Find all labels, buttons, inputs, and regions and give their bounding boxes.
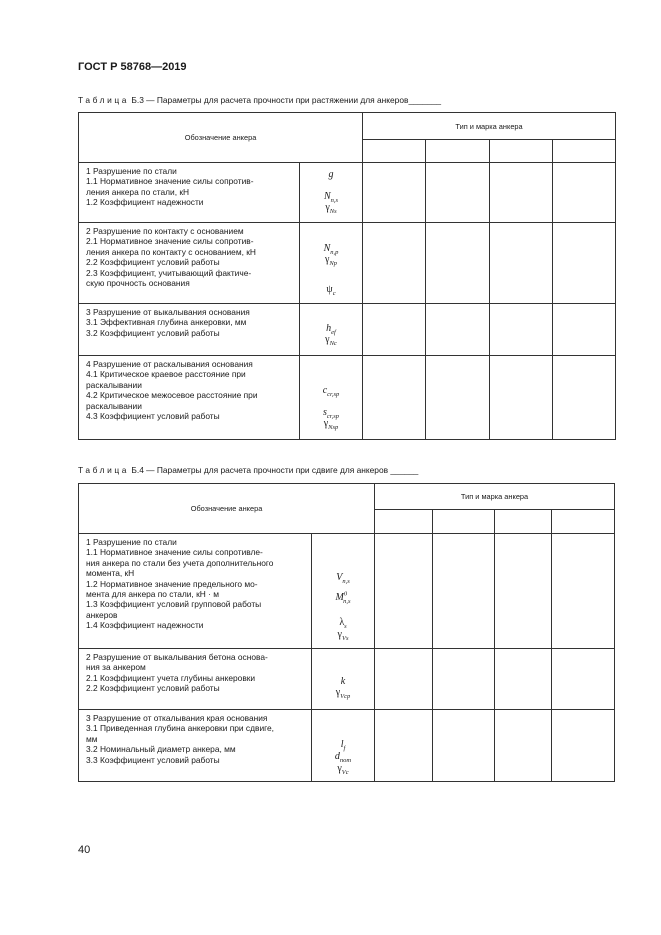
- description-line: раскалывании: [86, 379, 142, 390]
- description-line: 2 Разрушение по контакту с основанием: [86, 226, 244, 236]
- value-cell: [375, 649, 433, 710]
- value-cell: [363, 163, 426, 223]
- table-b3-header-blank: [490, 140, 553, 163]
- page-number: 40: [78, 844, 91, 856]
- value-cell: [426, 163, 490, 223]
- parameter-symbol: [312, 572, 374, 583]
- parameter-symbol: [300, 284, 362, 295]
- description-line: 1.1 Нормативное значение силы сопротив-: [86, 176, 254, 187]
- symbol-base: g: [328, 169, 334, 180]
- value-cell: [553, 356, 616, 440]
- table-b4-caption-word: Таблица: [78, 465, 130, 475]
- document-header: ГОСТ Р 58768—2019: [78, 61, 187, 73]
- symbol-subscript: Vcp: [340, 693, 351, 700]
- table-b3-header-blank: [363, 140, 426, 163]
- parameter-symbol: [312, 687, 374, 698]
- parameter-symbol: [312, 751, 374, 762]
- value-cell: [375, 710, 433, 782]
- parameter-symbol: [312, 617, 374, 628]
- table-b4-header-type: Тип и марка анкера: [375, 484, 615, 510]
- parameter-description: [79, 534, 312, 649]
- parameter-symbols: [300, 356, 363, 440]
- symbol-subscript: cr,sp: [326, 413, 340, 420]
- symbol-subscript: n,s: [342, 578, 350, 585]
- symbol-base: N: [323, 243, 331, 254]
- symbol-subscript: ef: [331, 329, 336, 336]
- table-b3-header-blank: [553, 140, 616, 163]
- description-line: 2.3 Коэффициент, учитывающий фактиче-: [86, 267, 252, 278]
- parameter-symbols: [300, 163, 363, 223]
- value-cell: [433, 534, 495, 649]
- value-cell: [552, 534, 615, 649]
- table-b3-caption: [78, 95, 441, 105]
- parameter-symbol: [300, 334, 362, 345]
- value-cell: [490, 163, 553, 223]
- parameter-symbols: [312, 710, 375, 782]
- value-cell: [375, 534, 433, 649]
- symbol-base: γ: [325, 334, 330, 345]
- table-b4-header-blank: [375, 510, 433, 534]
- table-row: [79, 356, 616, 440]
- value-cell: [426, 304, 490, 356]
- description-line: скую прочность основания: [86, 278, 190, 289]
- symbol-subscript: n,s: [343, 598, 351, 605]
- description-line: ления анкера по стали, кН: [86, 186, 190, 197]
- table-row: [79, 534, 615, 649]
- description-line: 3 Разрушение от откалывания края основания: [86, 713, 268, 723]
- symbol-base: γ: [323, 418, 329, 429]
- value-cell: [433, 649, 495, 710]
- value-cell: [433, 710, 495, 782]
- parameter-symbol: [300, 169, 362, 180]
- symbol-subscript: nom: [339, 757, 352, 764]
- parameter-description: [79, 649, 312, 710]
- description-line: 4.3 Коэффициент условий работы: [86, 411, 220, 422]
- parameter-description: [79, 163, 300, 223]
- table-b3-caption-word: Таблица: [78, 95, 130, 105]
- parameter-description: [79, 223, 300, 304]
- table-row: [79, 223, 616, 304]
- symbol-base: γ: [335, 687, 341, 698]
- symbol-subscript: n,p: [330, 249, 339, 256]
- symbol-superscript: 0: [343, 590, 348, 598]
- description-line: 1 Разрушение по стали: [86, 537, 177, 547]
- symbol-base: γ: [337, 629, 342, 640]
- value-cell: [490, 356, 553, 440]
- symbol-subscript: c: [332, 290, 336, 297]
- parameter-symbol: [300, 418, 362, 429]
- table-row: [79, 304, 616, 356]
- description-line: ления анкера по контакту с основанием, кН: [86, 246, 256, 257]
- value-cell: [552, 710, 615, 782]
- symbol-subscript: Vs: [341, 635, 349, 642]
- parameter-symbols: [300, 223, 363, 304]
- value-cell: [495, 710, 552, 782]
- symbol-base: h: [326, 323, 332, 334]
- table-b4: [78, 483, 615, 782]
- description-line: 1.2 Нормативное значение предельного мо-: [86, 578, 258, 589]
- description-line: 3.2 Коэффициент условий работы: [86, 327, 220, 338]
- parameter-symbols: [300, 304, 363, 356]
- symbol-subscript: Nsp: [328, 424, 339, 431]
- description-line: 1.1 Нормативное значение силы сопротивле-: [86, 547, 263, 558]
- description-line: 1.4 Коэффициент надежности: [86, 620, 204, 631]
- description-line: 2 Разрушение от выкалывания бетона основа-: [86, 652, 268, 662]
- value-cell: [490, 223, 553, 304]
- symbol-base: k: [340, 676, 346, 687]
- symbol-subscript: Np: [329, 260, 338, 267]
- parameter-symbol: [300, 385, 362, 396]
- value-cell: [553, 223, 616, 304]
- symbol-base: V: [336, 572, 343, 583]
- symbol-subscript: n,s: [330, 197, 339, 204]
- symbol-subscript: s: [344, 623, 347, 630]
- parameter-description: [79, 304, 300, 356]
- description-line: 3.3 Коэффициент условий работы: [86, 754, 220, 765]
- table-b3-header-type: Тип и марка анкера: [363, 113, 616, 140]
- description-line: 1.3 Коэффициент условий групповой работы: [86, 599, 262, 610]
- table-row: [79, 649, 615, 710]
- parameter-symbol: [300, 407, 362, 418]
- description-line: 3.1 Приведенная глубина анкеровки при сдвиге,: [86, 723, 274, 734]
- description-line: мента для анкера по стали, кН · м: [86, 589, 219, 600]
- table-b4-caption: [78, 465, 418, 475]
- symbol-subscript: Ns: [329, 208, 337, 215]
- description-line: ния за анкером: [86, 662, 146, 673]
- table-row: [79, 710, 615, 782]
- value-cell: [552, 649, 615, 710]
- symbol-base: γ: [337, 763, 342, 774]
- symbol-base: M: [335, 592, 344, 603]
- description-line: 2.1 Коэффициент учета глубины анкеровки: [86, 672, 256, 683]
- symbol-subscript: Nc: [329, 340, 337, 347]
- description-line: 4.2 Критическое межосевое расстояние при: [86, 390, 258, 401]
- parameter-symbol: [300, 191, 362, 202]
- table-b4-header-designation: Обозначение анкера: [79, 484, 375, 534]
- table-b3-caption-text: Б.3 — Параметры для расчета прочности при растяжении для анкеров_______: [129, 95, 442, 105]
- value-cell: [553, 304, 616, 356]
- symbol-subscript: cr,sp: [327, 391, 340, 398]
- symbol-base: λ: [339, 617, 345, 628]
- symbol-base: l: [340, 739, 344, 750]
- value-cell: [363, 223, 426, 304]
- value-cell: [426, 356, 490, 440]
- symbol-base: s: [323, 407, 327, 418]
- parameter-description: [79, 356, 300, 440]
- description-line: 4.1 Критическое краевое расстояние при: [86, 369, 246, 380]
- table-b4-caption-text: Б.4 — Параметры для расчета прочности при сдвиге для анкеров ______: [129, 465, 419, 475]
- parameter-symbol: [312, 763, 374, 774]
- parameter-symbols: [312, 649, 375, 710]
- value-cell: [553, 163, 616, 223]
- parameter-symbol: [300, 254, 362, 265]
- parameter-symbol: [312, 676, 374, 687]
- description-line: 2.2 Коэффициент условий работы: [86, 683, 220, 694]
- description-line: анкеров: [86, 609, 118, 620]
- parameter-description: [79, 710, 312, 782]
- description-line: момента, кН: [86, 568, 135, 579]
- table-b3: [78, 112, 616, 440]
- symbol-subscript: f: [343, 745, 346, 752]
- parameter-symbol: [300, 202, 362, 213]
- symbol-base: γ: [325, 254, 330, 265]
- description-line: 1 Разрушение по стали: [86, 166, 177, 176]
- description-line: 2.1 Нормативное значение силы сопротив-: [86, 236, 254, 247]
- symbol-base: N: [323, 191, 331, 202]
- symbol-base: ψ: [326, 284, 333, 295]
- parameter-symbol: [312, 592, 374, 603]
- symbol-base: c: [322, 385, 328, 396]
- description-line: 1.2 Коэффициент надежности: [86, 197, 204, 208]
- description-line: ния анкера по стали без учета дополнительного: [86, 557, 274, 568]
- table-b4-header-blank: [433, 510, 495, 534]
- symbol-subscript: Vc: [341, 769, 349, 776]
- description-line: раскалывании: [86, 400, 142, 411]
- parameter-symbol: [312, 629, 374, 640]
- description-line: 3.2 Номинальный диаметр анкера, мм: [86, 744, 236, 755]
- description-line: 4 Разрушение от раскалывания основания: [86, 359, 253, 369]
- table-b4-header-blank: [495, 510, 552, 534]
- description-line: 3.1 Эффективная глубина анкеровки, мм: [86, 317, 247, 328]
- value-cell: [495, 534, 552, 649]
- description-line: 2.2 Коэффициент условий работы: [86, 257, 220, 268]
- value-cell: [363, 356, 426, 440]
- parameter-symbol: [300, 323, 362, 334]
- value-cell: [426, 223, 490, 304]
- description-line: 3 Разрушение от выкалывания основания: [86, 307, 250, 317]
- table-b3-header-blank: [426, 140, 490, 163]
- symbol-base: γ: [325, 202, 330, 213]
- parameter-symbol: [312, 739, 374, 750]
- value-cell: [495, 649, 552, 710]
- table-b4-header-blank: [552, 510, 615, 534]
- description-line: мм: [86, 733, 98, 744]
- value-cell: [490, 304, 553, 356]
- parameter-symbol: [300, 243, 362, 254]
- table-row: [79, 163, 616, 223]
- value-cell: [363, 304, 426, 356]
- symbol-base: d: [334, 751, 340, 762]
- parameter-symbols: [312, 534, 375, 649]
- table-b3-header-designation: Обозначение анкера: [79, 113, 363, 163]
